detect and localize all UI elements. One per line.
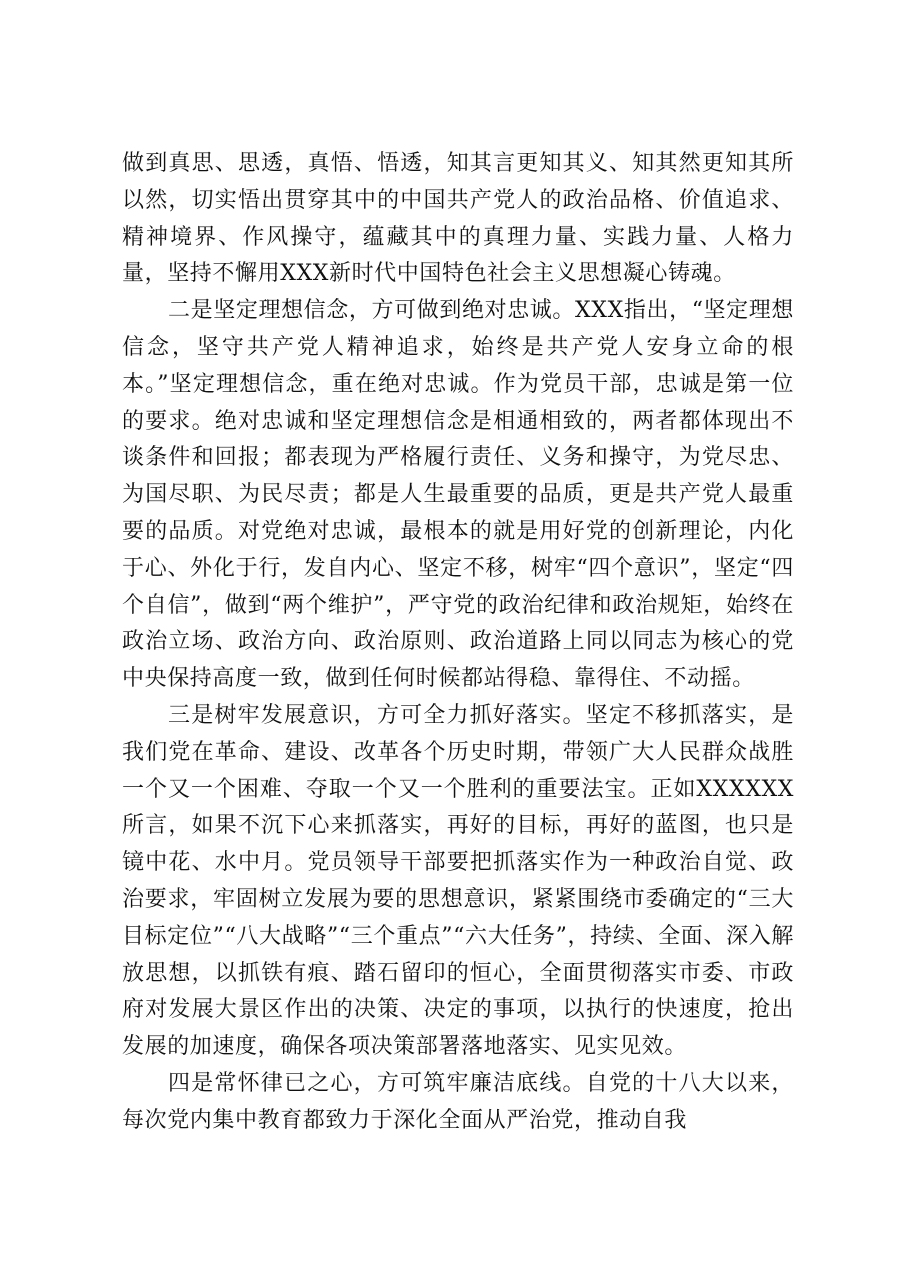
paragraph-development-implementation: 三是树牢发展意识，方可全力抓好落实。坚定不移抓落实，是我们党在革命、建设、改革各个历史时期，带领广大人民群众战胜一个又一个困难、夺取一个又一个胜利的重要法宝。正如XXXXXX所言，如果不沉下心来抓落实，再好的目标，再好的蓝图，也只是镜中花、水中月。党员领导干部要把抓落实作为一种政治自觉、政治要求，牢固树立发展为要的思想意识，紧紧围绕市委确定的“三大目标定位”“八大战略”“三个重点”“六大任务”，持续、全面、深入解放思想，以抓铁有痕、踏石留印的恒心，全面贯彻落实市委、市政府对发展大景区作出的决策、决定的事项，以执行的快速度，抢出发展的加速度，确保各项决策部署落地落实、见实见效。	[122, 702, 794, 1060]
paragraph-continuation: 做到真思、思透，真悟、悟透，知其言更知其义、知其然更知其所以然，切实悟出贯穿其中的中国共产党人的政治品格、价值追求、精神境界、作风操守，蕴藏其中的真理力量、实践力量、人格力量，坚持不懈用XXX新时代中国特色社会主义思想凝心铸魂。	[122, 151, 794, 287]
paragraph-ideals-loyalty: 二是坚定理想信念，方可做到绝对忠诚。XXX指出，“坚定理想信念，坚守共产党人精神追求，始终是共产党人安身立命的根本。”坚定理想信念，重在绝对忠诚。作为党员干部，忠诚是第一位的要求。绝对忠诚和坚定理想信念是相通相致的，两者都体现出不谈条件和回报；都表现为严格履行责任、义务和操守，为党尽忠、为国尽职、为民尽责；都是人生最重要的品质，更是共产党人最重要的品质。对党绝对忠诚，最根本的就是用好党的创新理论，内化于心、外化于行，发自内心、坚定不移，树牢“四个意识”，坚定“四个自信”，做到“两个维护”，严守党的政治纪律和政治规矩，始终在政治立场、政治方向、政治原则、政治道路上同以同志为核心的党中央保持高度一致，做到任何时候都站得稳、靠得住、不动摇。	[122, 298, 794, 692]
document-page	[122, 146, 794, 1140]
paragraph-self-discipline: 四是常怀律已之心，方可筑牢廉洁底线。自党的十八大以来，每次党内集中教育都致力于深化全面从严治党，推动自我	[122, 1070, 794, 1133]
